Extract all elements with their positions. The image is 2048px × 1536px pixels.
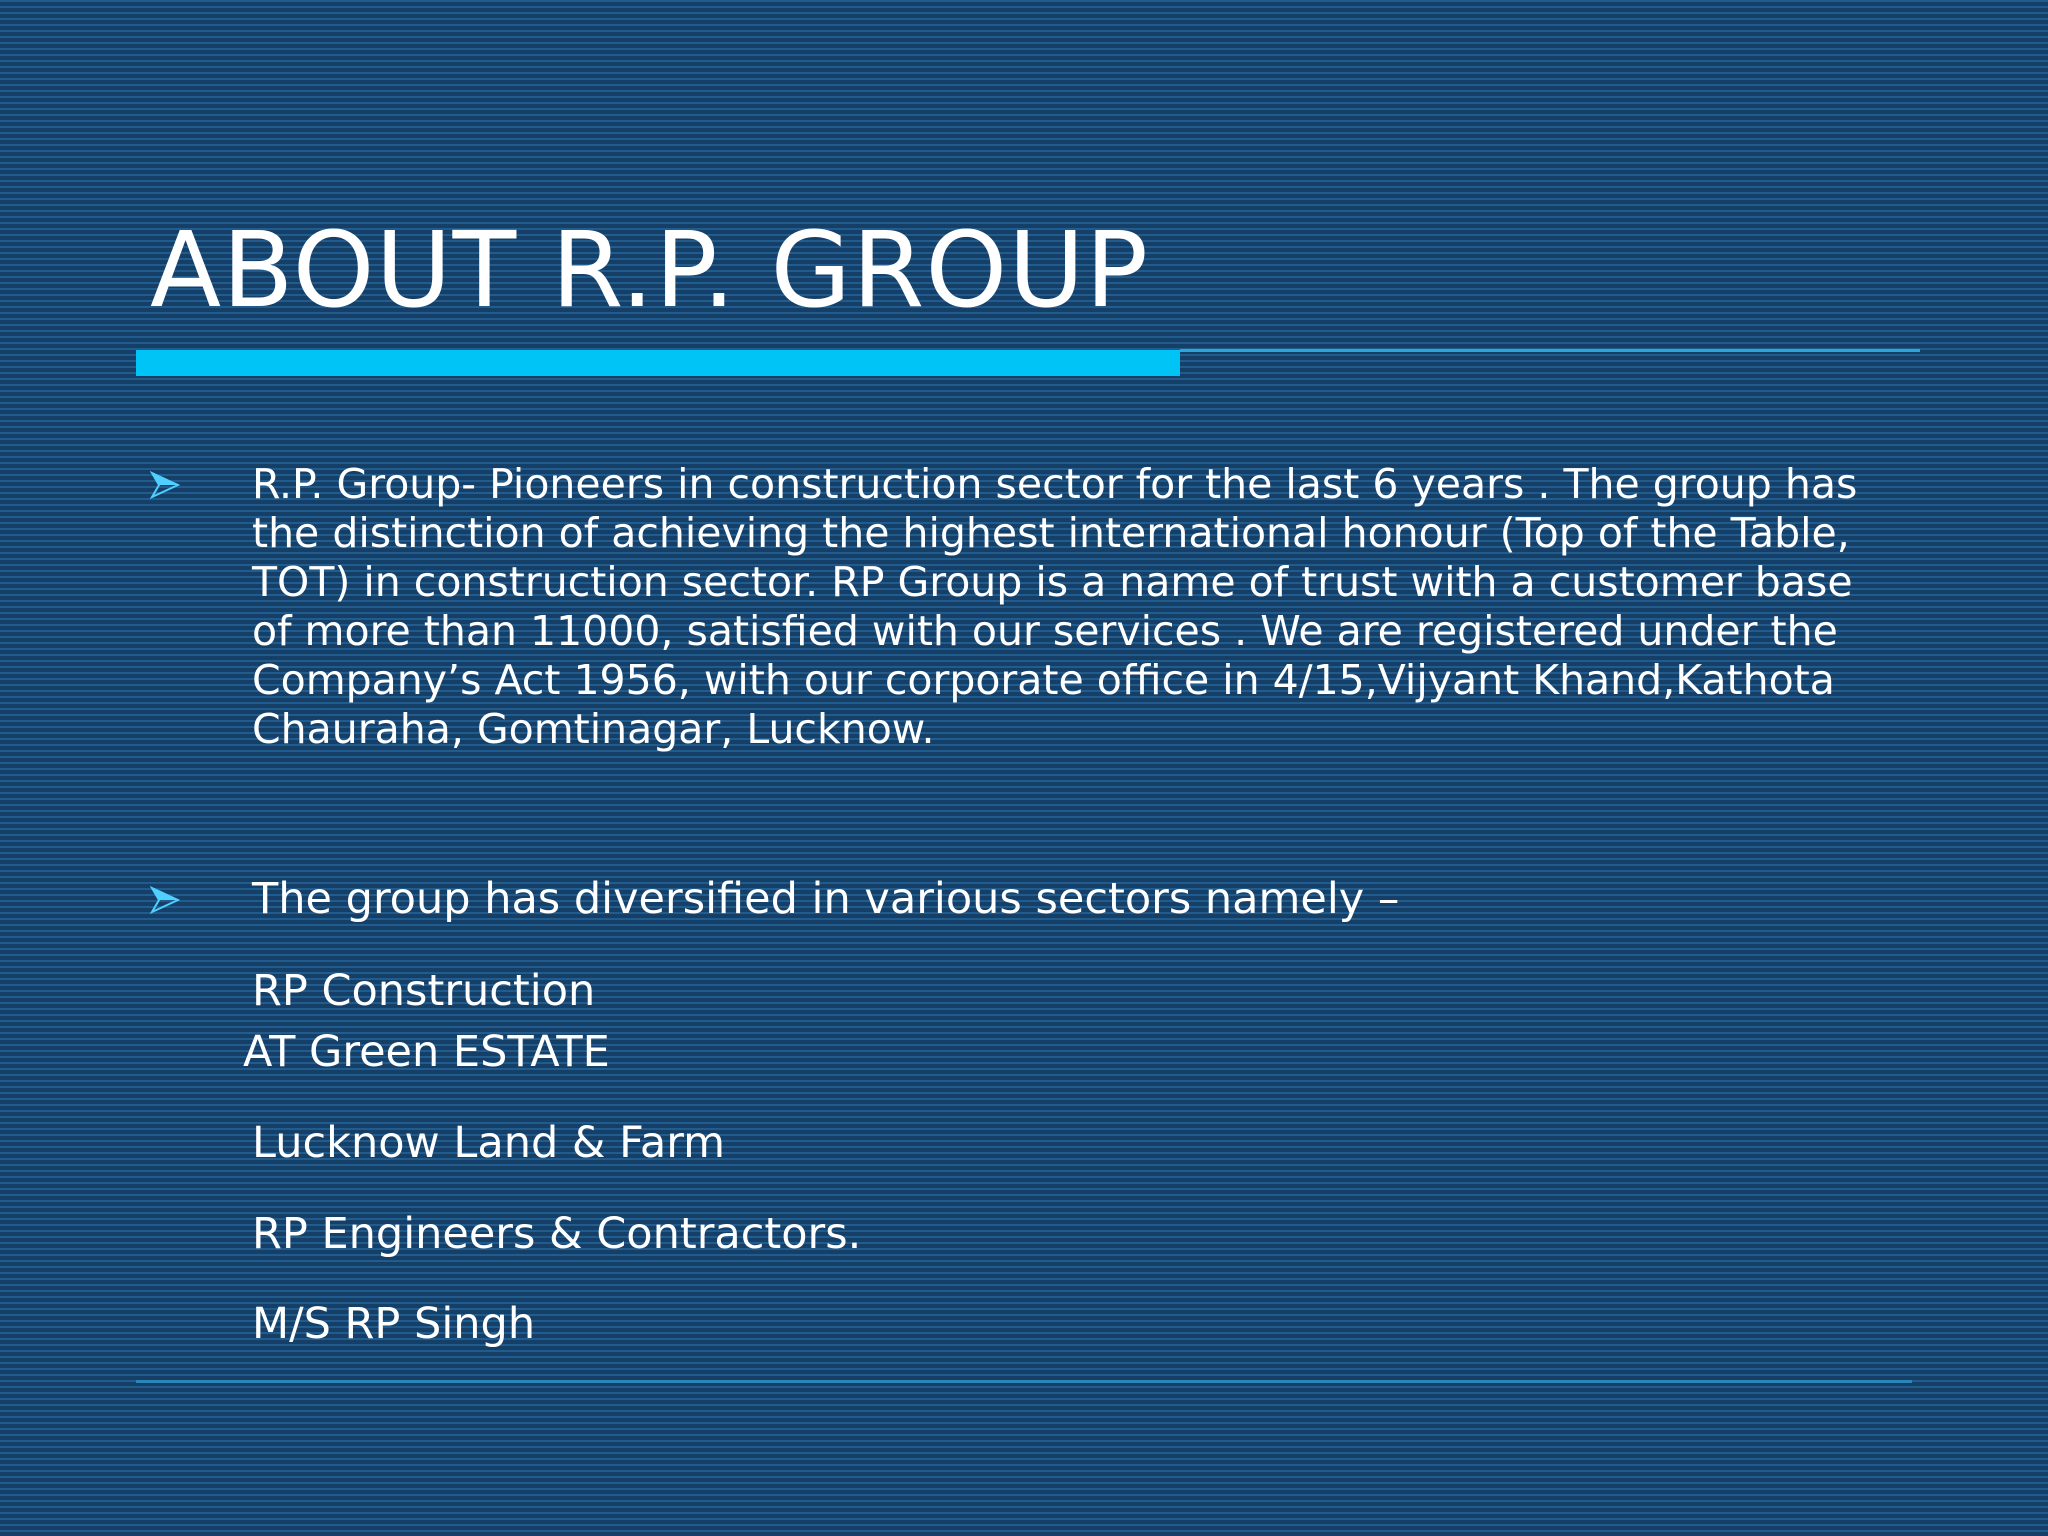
bottom-divider xyxy=(136,1380,1912,1383)
sector-item: Lucknow Land & Farm xyxy=(252,1118,726,1168)
sector-item: AT Green ESTATE xyxy=(243,1027,610,1077)
arrowhead-bullet-icon xyxy=(150,885,180,915)
arrowhead-bullet-icon xyxy=(150,470,180,500)
sector-item: RP Construction xyxy=(252,966,596,1016)
sector-item: RP Engineers & Contractors. xyxy=(252,1209,862,1259)
bullet-paragraph-sectors: The group has diversified in various sectors namely – xyxy=(252,874,1400,924)
title-underline-accent xyxy=(136,350,1180,376)
bullet-paragraph-about: R.P. Group- Pioneers in construction sector for the last 6 years . The group has the distinction of achieving the highest international honour (Top of the Table, TOT) in construction sector. RP Group is a name of trust with a customer base of more than 11000, satisfied with our services . We are registered under the Company’s Act 1956, with our corporate office in 4/15,Vijyant Khand,Kathota Chauraha, Gomtinagar, Lucknow. xyxy=(252,460,1858,753)
slide-title: ABOUT R.P. GROUP xyxy=(150,209,1150,331)
sector-item: M/S RP Singh xyxy=(252,1299,536,1349)
title-underline-thin xyxy=(1180,349,1920,352)
